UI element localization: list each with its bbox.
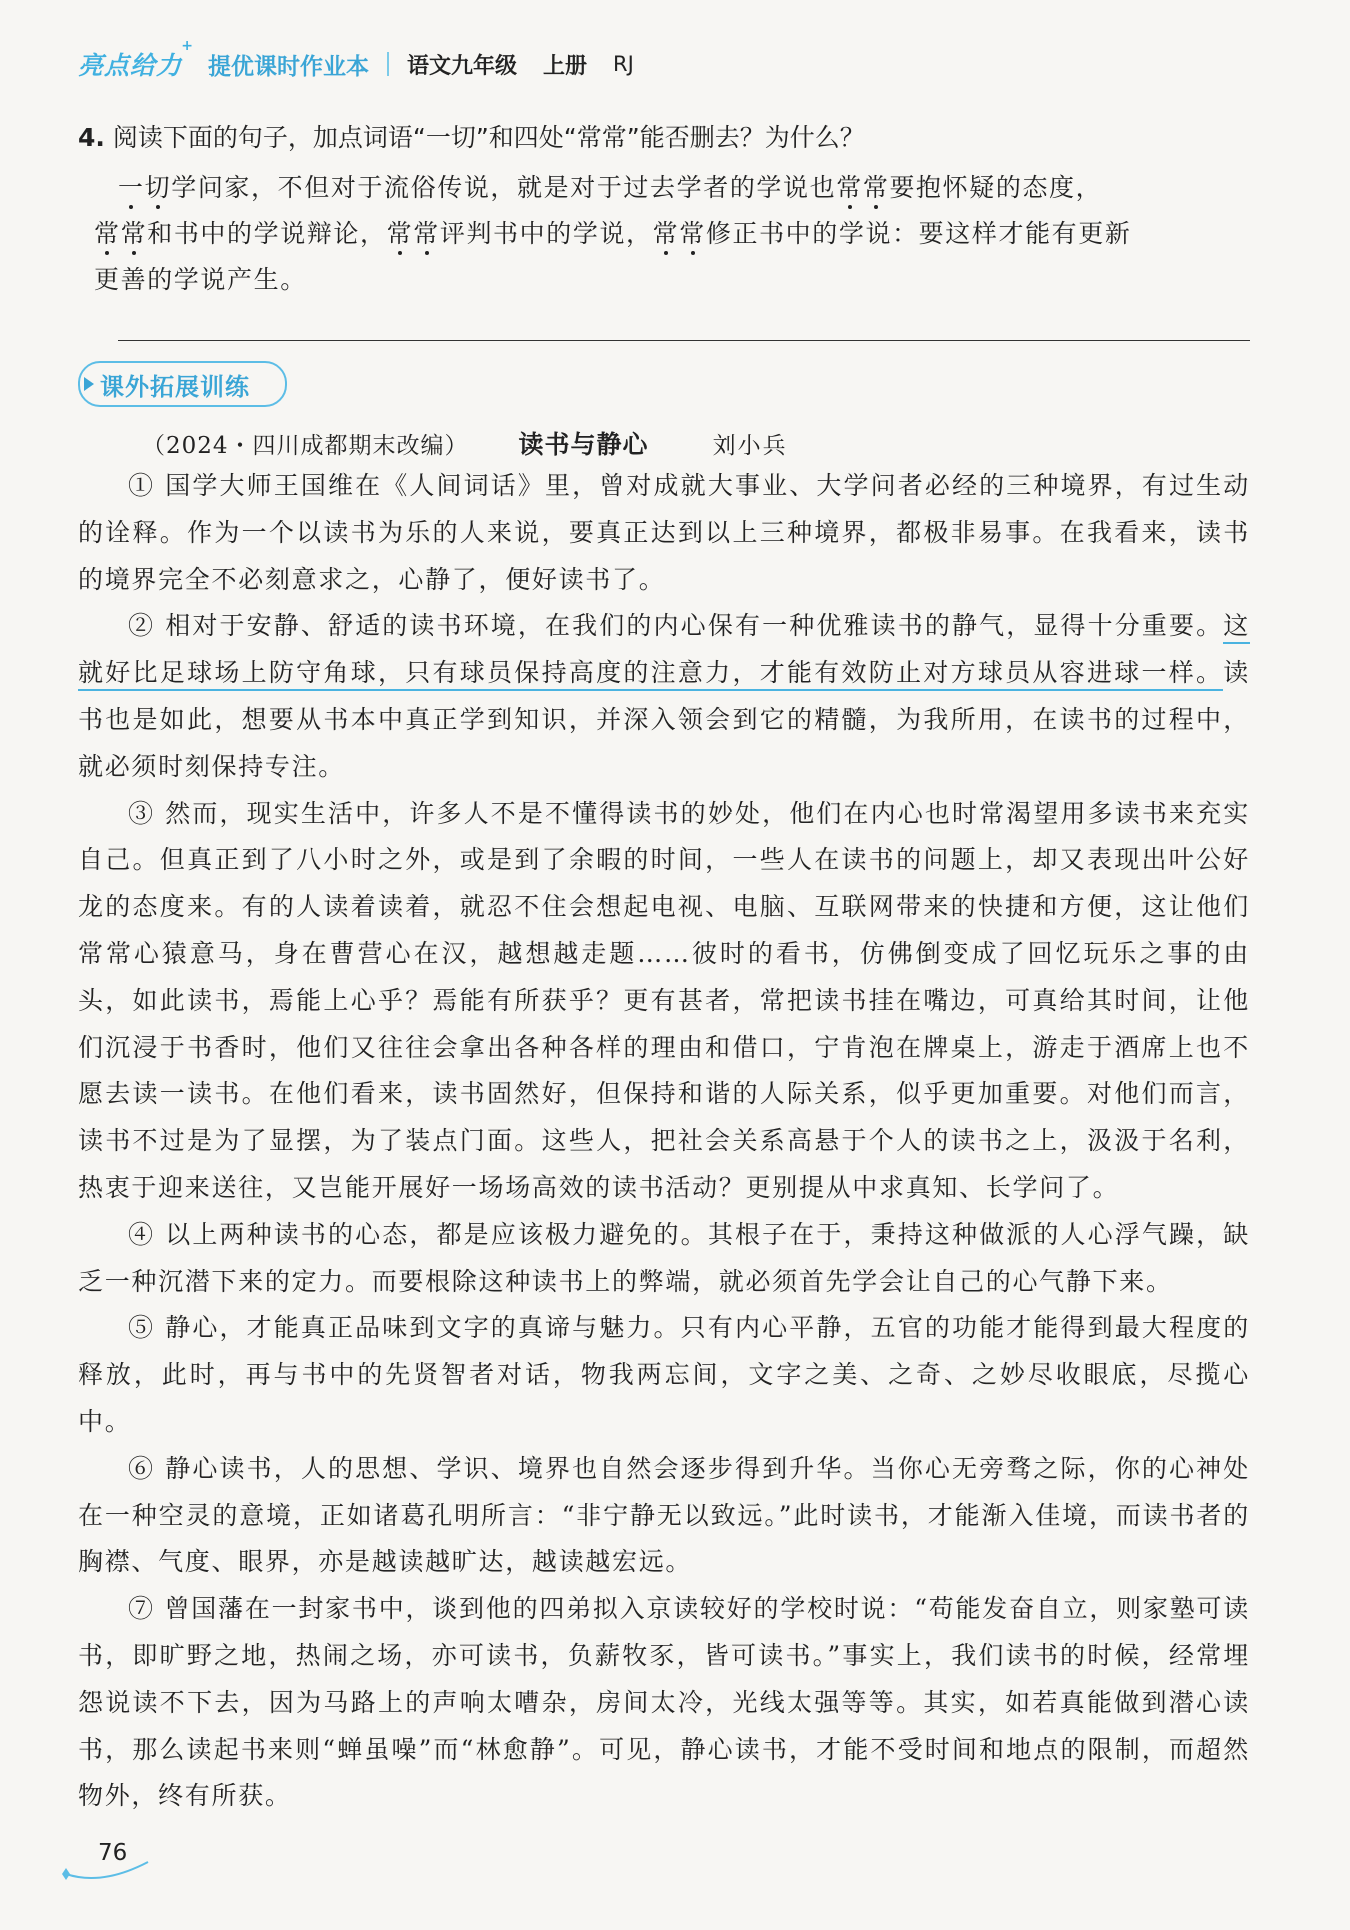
quote-line-3 — [94, 257, 1250, 303]
question-prompt — [78, 118, 865, 154]
emphasis-dot-char: 常 — [120, 219, 148, 248]
article-body — [78, 463, 1250, 1820]
emphasis-dot-char: 常 — [862, 173, 890, 202]
paragraph-1: ① 国学大师王国维在《人间词话》里，曾对成就大事业、大学问者必经的三种境界，有过生动的诠释。作为一个以读书为乐的人来说，要真正达到以上三种境界，都极非易事。在我看来，读书的境界完全不必刻意求之，心静了，便好读书了。 — [78, 471, 1250, 594]
emphasized-word — [387, 219, 440, 248]
quote-text: 修正书中的学说：要这样才能有更新 — [705, 219, 1132, 248]
question-text: 阅读下面的句子，加点词语“一切”和四处“常常”能否删去？为什么？ — [112, 123, 865, 152]
emphasis-dot-char: 常 — [652, 219, 680, 248]
emphasis-dot-char: 常 — [836, 173, 863, 202]
section-badge — [78, 361, 287, 407]
paragraph-2-text: 读书也是如此，想要从书本中真正学到知识，并深入领会到它的精髓，为我所用，在读书的过程中，就必须时刻保持专注。 — [78, 658, 1250, 781]
subject-label: 语文九年级 — [407, 53, 518, 79]
paragraph-7: ⑦ 曾国藩在一封家书中，谈到他的四弟拟入京读较好的学校时说：“苟能发奋自立，则家塾可读书，即旷野之地，热闹之场，亦可读书，负薪牧豕，皆可读书。”事实上，我们读书的时候，经常埋怨说读不下去，因为马路上的声响太嘈杂，房间太冷，光线太强等等。其实，如若真能做到潜心读书，那么读起书来则“蝉虽噪”而“林愈静”。可见，静心读书，才能不受时间和地点的限制，而超然物外，终有所获。 — [78, 1594, 1250, 1811]
article-author: 刘小兵 — [712, 432, 788, 459]
quote-text: 要抱怀疑的态度， — [889, 173, 1103, 202]
brand-name: 亮点给力 — [78, 51, 183, 80]
volume-label: 上册 — [543, 53, 588, 79]
quote-text: 更善的学说产生。 — [94, 265, 307, 294]
paragraph-4: ④ 以上两种读书的心态，都是应该极力避免的。其根子在于，秉持这种做派的人心浮气躁，缺乏一种沉潜下来的定力。而要根除这种读书上的弊端，就必须首先学会让自己的心气静下来。 — [78, 1219, 1250, 1296]
page-header — [78, 38, 634, 84]
paragraph-3: ③ 然而，现实生活中，许多人不是不懂得读书的妙处，他们在内心也时常渴望用多读书来充实自己。但真正到了八小时之外，或是到了余暇的时间，一些人在读书的问题上，却又表现出叶公好龙的态度来。有的人读着读着，就忍不住会想起电视、电脑、互联网带来的快捷和方便，这让他们常常心猿意马，身在曹营心在汉，越想越走题……彼时的看书，仿佛倒变成了回忆玩乐之事的由头，如此读书，焉能上心乎？焉能有所获乎？更有甚者，常把读书挂在嘴边，可真给其时间，让他们沉浸于书香时，他们又往往会拿出各种各样的理由和借口，宁肯泡在牌桌上，游走于酒席上也不愿去读一读书。在他们看来，读书固然好，但保持和谐的人际关系，似乎更加重要。对他们而言，读书不过是为了显摆，为了装点门面。这些人，把社会关系高悬于个人的读书之上，汲汲于名利，热衷于迎来送往，又岂能开展好一场场高效的读书活动？更别提从中求真知、长学问了。 — [78, 798, 1250, 1202]
emphasis-dot-char: 常 — [94, 219, 121, 248]
emphasis-dot-char: 常 — [679, 219, 706, 248]
article-heading — [142, 425, 788, 461]
quote-text: 评判书中的学说， — [439, 219, 653, 248]
emphasis-dot-char: 切 — [144, 173, 172, 202]
section-label: 课外拓展训练 — [100, 372, 250, 401]
article-source: （2024・四川成都期末改编） — [142, 432, 469, 459]
series-title: 提优课时作业本 — [208, 53, 370, 80]
paragraph-2 — [78, 603, 1250, 790]
header-divider — [387, 52, 389, 76]
quote-text: 和书中的学说辩论， — [147, 219, 387, 248]
emphasis-dot-char: 常 — [386, 219, 414, 248]
quote-line-1 — [118, 165, 1250, 211]
edition-label: RJ — [613, 52, 634, 76]
brand-plus-mark: + — [181, 38, 195, 54]
paragraph-5: ⑤ 静心，才能真正品味到文字的真谛与魅力。只有内心平静，五官的功能才能得到最大程度的释放，此时，再与书中的先贤智者对话，物我两忘间，文字之美、之奇、之妙尽收眼底，尽揽心中。 — [78, 1313, 1250, 1436]
section-divider — [118, 340, 1250, 341]
emphasized-word — [836, 173, 889, 202]
underlined-sentence: 这就好比足球场上防守角球，只有球员保持高度的注意力，才能有效防止对方球员从容进球一样。 — [78, 611, 1250, 691]
paragraph-6: ⑥ 静心读书，人的思想、学识、境界也自然会逐步得到升华。当你心无旁骛之际，你的心神处在一种空灵的意境，正如诸葛孔明所言：“非宁静无以致远。”此时读书，才能渐入佳境，而读书者的胸襟、气度、眼界，亦是越读越旷达，越读越宏远。 — [78, 1453, 1250, 1577]
quote-line-2 — [94, 211, 1250, 257]
quote-text: 学问家，不但对于流俗传说，就是对于过去学者的学说也 — [171, 173, 837, 202]
article-title: 读书与静心 — [518, 430, 649, 459]
triangle-icon — [84, 377, 94, 391]
emphasized-word — [118, 173, 171, 202]
brand-logo — [78, 38, 195, 82]
question-quote — [94, 165, 1250, 303]
paragraph-2-text: ② 相对于安静、舒适的读书环境，在我们的内心保有一种优雅读书的静气，显得十分重要。 — [128, 611, 1224, 641]
question-number: 4. — [78, 123, 105, 152]
emphasis-dot-char: 一 — [118, 173, 145, 202]
emphasis-dot-char: 常 — [413, 219, 440, 248]
page-number: 76 — [98, 1840, 128, 1866]
emphasized-word — [653, 219, 706, 248]
emphasized-word — [94, 219, 147, 248]
